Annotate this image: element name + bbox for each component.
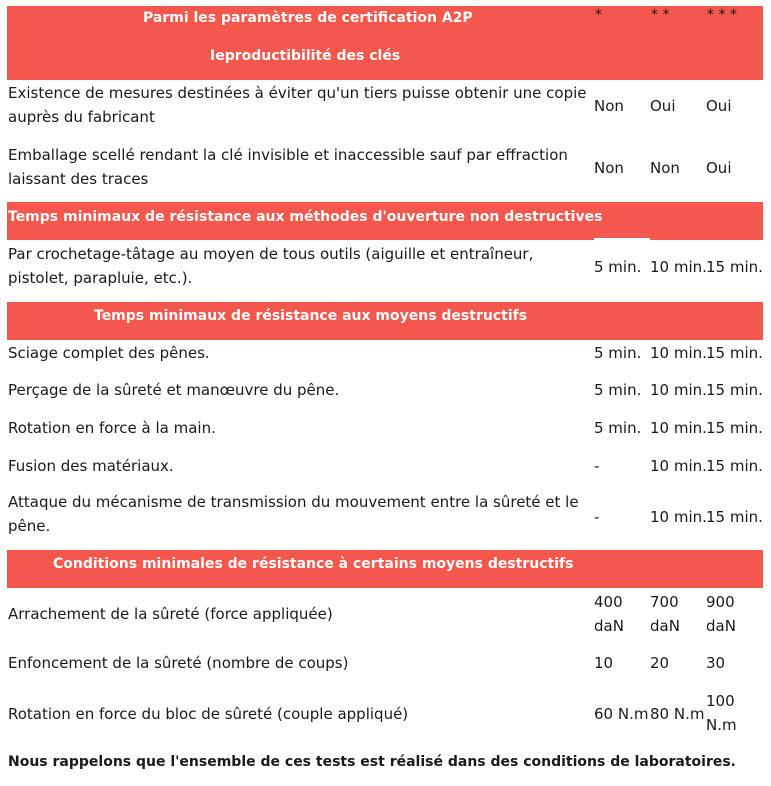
level-2-header: * * <box>651 7 670 23</box>
table-cell: - <box>594 457 600 475</box>
table-row-label: Par crochetage-tâtage au moyen de tous outils (aiguille et entraîneur, pistolet, parapluie, etc.). <box>8 245 534 287</box>
section-title: Temps minimaux de résistance aux moyens destructifs <box>94 308 528 324</box>
table-cell: 10 min. <box>650 258 707 276</box>
table-cell: 5 min. <box>594 381 642 399</box>
table-subtitle: Ieproductibilité des clés <box>210 48 401 64</box>
table-title: Parmi les paramètres de certification A2P <box>143 10 473 26</box>
table-cell: 30 <box>706 654 726 672</box>
table-cell: 15 min. <box>706 344 763 362</box>
table-cell: 15 min. <box>706 457 763 475</box>
table-cell: Non <box>594 159 624 177</box>
table-cell: - <box>594 508 600 526</box>
table-cell: 10 <box>594 654 614 672</box>
table-cell: Oui <box>706 97 732 115</box>
table-cell: 15 min. <box>706 258 763 276</box>
table-cell: 900 <box>706 593 735 611</box>
table-cell: 15 min. <box>706 508 763 526</box>
table-cell: 100 <box>706 692 735 710</box>
level-3-header: * * * <box>707 7 737 23</box>
table-row-label: Emballage scellé rendant la clé invisible et inaccessible sauf par effraction laissant des traces <box>8 146 568 188</box>
table-cell: 5 min. <box>594 419 642 437</box>
table-cell: 15 min. <box>706 381 763 399</box>
table-cell: 5 min. <box>594 344 642 362</box>
table-cell: 5 min. <box>594 258 642 276</box>
table-row-label: Perçage de la sûreté et manœuvre du pêne. <box>8 381 340 399</box>
table-cell: Non <box>594 97 624 115</box>
table-cell: 60 N.m <box>594 705 649 723</box>
table-cell: 10 min. <box>650 508 707 526</box>
table-cell: 10 min. <box>650 381 707 399</box>
level-1-header: * <box>595 7 602 23</box>
table-cell: 80 N.m <box>650 705 705 723</box>
table-cell: Oui <box>650 97 676 115</box>
table-cell: 20 <box>650 654 670 672</box>
section-title: Conditions minimales de résistance à certains moyens destructifs <box>53 556 574 572</box>
table-cell: Non <box>650 159 680 177</box>
footer-note: Nous rappelons que l'ensemble de ces tests est réalisé dans des conditions de laboratoires. <box>8 754 736 770</box>
table-row-label: Sciage complet des pênes. <box>8 344 210 362</box>
table-row-label: Arrachement de la sûreté (force appliquée) <box>8 605 333 623</box>
table-cell-unit: N.m <box>706 716 737 734</box>
table-row-label: Rotation en force à la main. <box>8 419 216 437</box>
table-row-label: Existence de mesures destinées à éviter qu'un tiers puisse obtenir une copie auprès du fabricant <box>8 84 587 126</box>
table-cell: 15 min. <box>706 419 763 437</box>
table-cell: Oui <box>706 159 732 177</box>
table-cell: 10 min. <box>650 419 707 437</box>
table-row-label: Rotation en force du bloc de sûreté (couple appliqué) <box>8 705 409 723</box>
table-cell: 10 min. <box>650 457 707 475</box>
table-cell: 400 <box>594 593 623 611</box>
table-row-label: Attaque du mécanisme de transmission du mouvement entre la sûreté et le pêne. <box>8 493 579 535</box>
table-cell-unit: daN <box>594 617 624 635</box>
table-cell: 700 <box>650 593 679 611</box>
table-row-label: Enfoncement de la sûreté (nombre de coups) <box>8 654 349 672</box>
table-cell-unit: daN <box>650 617 680 635</box>
table-cell-unit: daN <box>706 617 736 635</box>
table-cell: 10 min. <box>650 344 707 362</box>
section-title: Temps minimaux de résistance aux méthodes d'ouverture non destructives <box>8 209 603 225</box>
divider <box>594 238 650 242</box>
table-row-label: Fusion des matériaux. <box>8 457 174 475</box>
